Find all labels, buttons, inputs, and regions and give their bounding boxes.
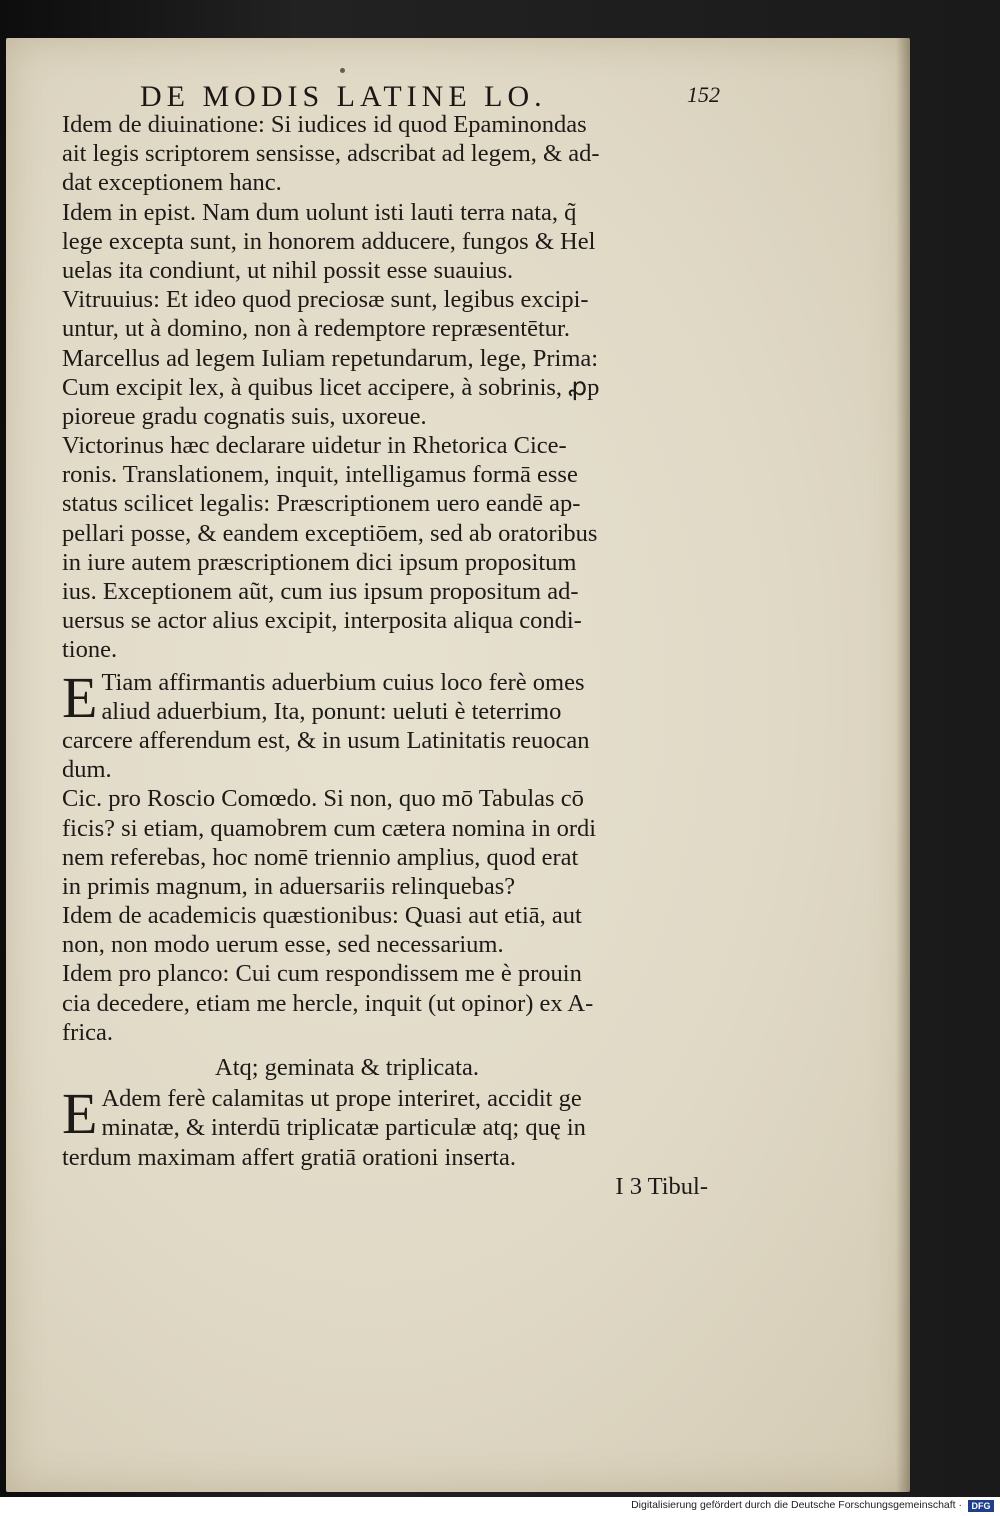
text-line: Idem de diuinatione: Si iudices id quod Epaminondas xyxy=(62,111,587,138)
text-line: Victorinus hæc declarare uidetur in Rhetorica Cice- xyxy=(62,432,567,460)
funding-note: Digitalisierung gefördert durch die Deutsche Forschungsgemeinschaft · xyxy=(631,1499,962,1511)
text-line: non, non modo uerum esse, sed necessarium. xyxy=(62,931,504,959)
catchword: I 3 Tibul- xyxy=(615,1172,708,1200)
text-line: ius. Exceptionem aũt, cum ius ipsum propositum ad- xyxy=(62,578,579,605)
text-line: ficis? si etiam, quamobrem cum cætera nomina in ordi xyxy=(62,814,597,842)
paragraph-etiam-lines xyxy=(62,664,712,785)
page-number: 152 xyxy=(687,82,720,107)
text-line: ronis. Translationem, inquit, intelligamus formā esse xyxy=(62,461,578,489)
text-line: pellari posse, & eandem exceptiōem, sed ab oratoribus xyxy=(62,519,598,547)
paragraph-eadem-lines xyxy=(62,1081,712,1172)
text-line: Idem pro planco: Cui cum respondissem me è prouin xyxy=(62,960,582,988)
drop-cap-initial: E xyxy=(62,664,98,730)
text-line: Vitruuius: Et ideo quod preciosæ sunt, legibus excipi- xyxy=(62,286,589,314)
text-line: Adem ferè calamitas ut prope interiret, accidit ge xyxy=(101,1085,582,1113)
section-heading: Atq; geminata & triplicata. xyxy=(215,1054,479,1081)
text-line: Marcellus ad legem Iuliam repetundarum, lege, Prima: xyxy=(62,344,599,372)
text-line: status scilicet legalis: Præscriptionem uero eandē ap- xyxy=(62,490,581,518)
text-line: pioreue gradu cognatis suis, uxoreue. xyxy=(62,402,427,430)
text-line: nem referebas, hoc nomē triennio amplius, quod erat xyxy=(62,843,579,871)
running-title: DE MODIS LATINE LO. xyxy=(140,80,547,113)
paragraph-etiam xyxy=(62,664,712,785)
text-line: Tiam affirmantis aduerbium cuius loco ferè omes xyxy=(101,668,585,696)
text-line: Cic. pro Roscio Comœdo. Si non, quo mō Tabulas cō xyxy=(62,785,584,813)
text-line: cia decedere, etiam me hercle, inquit (ut opinor) ex A- xyxy=(62,989,594,1017)
text-line: lege excepta sunt, in honorem adducere, fungos & Hel xyxy=(62,227,596,255)
running-header xyxy=(140,80,720,114)
digitization-footer xyxy=(0,1497,1000,1516)
body-paragraphs xyxy=(62,110,712,665)
text-line: Idem in epist. Nam dum uolunt isti lauti terra nata, q̃ xyxy=(62,198,577,226)
cicero-quotations xyxy=(62,784,712,1047)
text-line: carcere afferendum est, & in usum Latinitatis reuocan xyxy=(62,726,590,754)
text-line: aliud aduerbium, Ita, ponunt: ueluti è teterrimo xyxy=(101,697,562,725)
text-line: minatæ, & interdū triplicatæ particulæ atq; quę in xyxy=(101,1114,586,1142)
drop-cap-initial: E xyxy=(62,1081,98,1147)
text-line: in primis magnum, in aduersariis relinquebas? xyxy=(62,872,516,900)
text-line: frica. xyxy=(62,1018,113,1046)
text-line: uelas ita condiunt, ut nihil possit esse suauius. xyxy=(62,256,514,284)
text-line: in iure autem præscriptionem dici ipsum propositum xyxy=(62,548,577,576)
text-line: untur, ut à domino, non à redemptore repræsentētur. xyxy=(62,315,570,343)
dfg-logo: DFG xyxy=(968,1500,994,1512)
text-line: terdum maximam affert gratiā orationi inserta. xyxy=(62,1143,516,1171)
text-line: dum. xyxy=(62,756,112,784)
text-line: Cum excipit lex, à quibus licet accipere, à sobrinis, ꝓp xyxy=(62,373,600,401)
paragraph-eadem xyxy=(62,1081,712,1172)
paper-speck xyxy=(340,68,345,73)
text-line: ait legis scriptorem sensisse, adscribat ad legem, & ad- xyxy=(62,140,600,168)
text-line: Idem de academicis quæstionibus: Quasi aut etiā, aut xyxy=(62,902,582,930)
text-line: uersus se actor alius excipit, interposita aliqua condi- xyxy=(62,607,582,635)
text-line: dat exceptionem hanc. xyxy=(62,169,282,197)
text-line: tione. xyxy=(62,636,118,664)
page-text xyxy=(62,110,712,1201)
